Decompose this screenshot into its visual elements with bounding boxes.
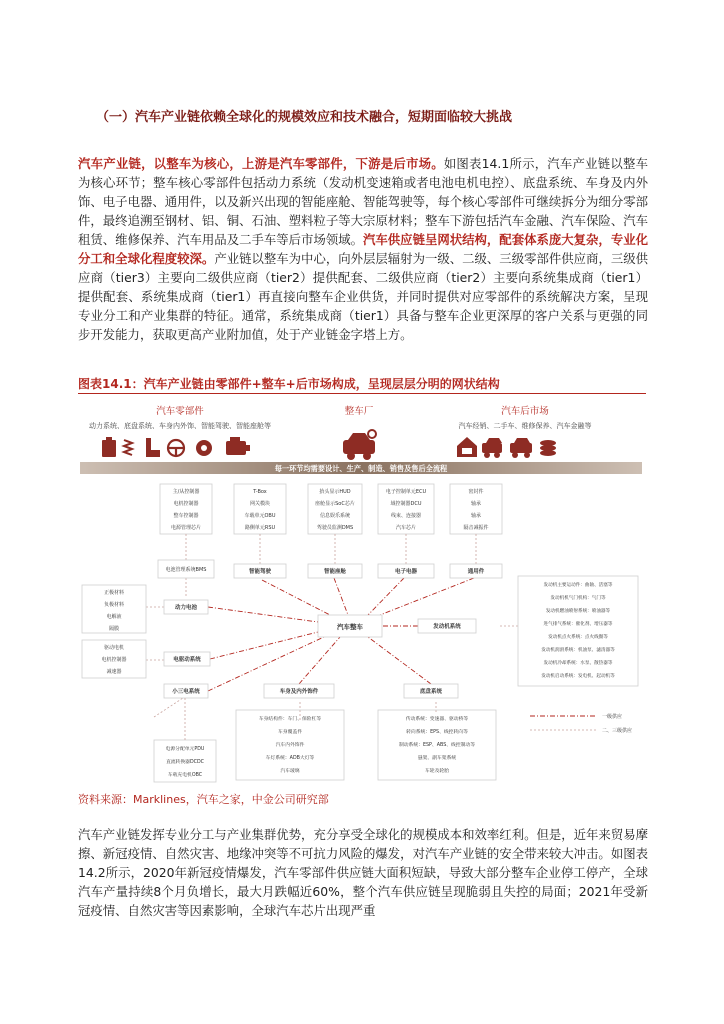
engine-part-item: 发动机主要运动件：曲轴、活塞等 <box>543 583 613 588</box>
three-e-part-item: 电源分配单元PDU <box>165 747 205 752</box>
material-item: 隔膜 <box>108 626 120 632</box>
bms-box <box>158 560 214 578</box>
engine-part-item: 发动机机气门机构：气门等 <box>550 596 606 601</box>
svg-text:智能座舱: 智能座舱 <box>323 569 347 575</box>
parts-desc: 动力系统、底盘系统、车身内外饰、智能驾驶、智能座舱等 <box>89 422 271 430</box>
column-3 <box>308 484 362 534</box>
svg-text:电驱动系统: 电驱动系统 <box>173 657 201 663</box>
column-4 <box>378 484 434 534</box>
col3-item: 信息娱乐系统 <box>319 513 351 519</box>
row1-box-electronics <box>378 564 434 578</box>
col3-item: 座舱显示SoC芯片 <box>315 501 355 507</box>
body-box <box>264 684 334 698</box>
svg-text:汽车整车: 汽车整车 <box>337 623 363 631</box>
motor-item: 减速器 <box>106 669 122 675</box>
oem-title: 整车厂 <box>344 406 374 417</box>
engine-part-item: 发动机启动系统：发电机、起动机等 <box>541 674 615 679</box>
col2-item: 车载单元OBU <box>244 513 276 519</box>
battery-icon <box>102 437 116 457</box>
col2-item: T-Box <box>253 489 267 495</box>
svg-text:底盘系统: 底盘系统 <box>419 689 443 695</box>
svg-text:电池管理系统BMS: 电池管理系统BMS <box>165 567 207 573</box>
chassis-part-item: 传动系统：变速器、驱动桥等 <box>405 717 469 722</box>
col2-item: 路侧单元RSU <box>244 525 276 531</box>
chassis-part-item: 制动系统：ESP、ABS、线控制动等 <box>398 743 476 748</box>
row1-box-general-parts <box>450 564 502 578</box>
col3-item: 驾驶员监测DMS <box>316 525 354 531</box>
body-part-item: 车身覆盖件 <box>278 730 302 735</box>
engine-part-item: 发动机润滑系统：机油泵、滤清器等 <box>541 648 615 653</box>
three-e-parts <box>154 740 216 782</box>
column-2 <box>234 484 286 534</box>
chassis-part-item: 车轮及轮胎 <box>425 769 449 774</box>
column-5 <box>450 484 502 534</box>
material-item: 负极材料 <box>103 602 125 608</box>
engine-part-item: 发动机燃油喷射系统：喷油器等 <box>545 609 611 614</box>
three-e-part-item: 车载充电机OBC <box>167 773 203 778</box>
car-factory-icon <box>343 430 376 460</box>
seat-icon <box>146 438 160 457</box>
edrive-box <box>164 652 210 666</box>
paragraph-2: 汽车产业链发挥专业分工与产业集群优势，充分享受全球化的规模成本和效率红利。但是，近年来贸易摩擦、新冠疫情、自然灾害、地缘冲突等不可抗力风险的爆发，对汽车产业链的安全带来较大冲击。如图表14.2所示，2020年新冠疫情爆发，汽车零部件供应链大面积短缺，导致大部分整车企业停工停产，全球汽车产量持续8个月负增长，最大月跌幅近60%，整个汽车供应链呈现脆弱且失控的局面；2021年受新冠疫情、自然灾害等因素影响，全球汽车芯片出现严重 <box>78 827 648 918</box>
col1-item: 电机控制器 <box>173 501 199 507</box>
battery-materials <box>82 585 146 633</box>
col1-item: 整车控制器 <box>173 513 199 519</box>
chassis-part-item: 转向系统：EPS、线控转向等 <box>406 730 468 735</box>
para1-text1: 如图表14.1所示，汽车产业链以整车为核心环节；整车核心零部件包括动力系统（发动机变速箱或者电池电机电控）、底盘系统、车身及内外饰、电子电器、通用件，以及新兴出现的智能座舱、智能驾驶等，每个核心零部件可继续拆分为细分零部件，最终追溯至钢材、铝、铜、石油、塑料粒子等大宗原材料；整车下游包括汽车金融、汽车保险、汽车租赁、维修保养、汽车用品及二手车等后市场领域。 <box>78 156 648 247</box>
suspension-icon <box>124 440 132 455</box>
col1-item: 电源管理芯片 <box>170 525 202 531</box>
col5-item: 轴承 <box>470 513 482 519</box>
aftermarket-title: 汽车后市场 <box>501 406 549 417</box>
used-car-icon <box>482 438 502 458</box>
engine-part-item: 进气排气系统：催化剂、增压器等 <box>543 622 613 627</box>
gear-icon <box>196 440 212 456</box>
steering-wheel-icon <box>168 440 184 456</box>
engine-part-item: 发动机冷却系统：水泵、散热器等 <box>543 661 613 666</box>
svg-text:通用件: 通用件 <box>467 569 485 575</box>
center-vehicle-box <box>318 615 382 637</box>
col2-item: 网关模块 <box>249 501 271 507</box>
col4-item: 汽车芯片 <box>395 525 417 531</box>
col5-item: 轴承 <box>470 501 482 507</box>
body-part-item: 汽车玻璃 <box>280 769 300 774</box>
col4-item: 电子控制单元ECU <box>385 489 427 495</box>
motor-parts <box>82 640 146 678</box>
engine-system-box <box>418 619 476 633</box>
engine-part-item: 发动机点火系统：点火线圈等 <box>548 635 608 640</box>
motor-item: 电机控制器 <box>101 657 127 663</box>
power-battery-box <box>164 600 208 614</box>
para1-lead: 汽车产业链，以整车为核心，上游是汽车零部件，下游是后市场。 <box>78 156 444 171</box>
motor-item: 驱动电机 <box>103 645 125 651</box>
figure-title: 图表14.1：汽车产业链由零部件+整车+后市场构成，呈现层层分明的网状结构 <box>78 377 500 391</box>
chassis-box <box>404 684 458 698</box>
svg-text:发动机系统: 发动机系统 <box>433 624 461 630</box>
svg-text:车身及内外饰件: 车身及内外饰件 <box>279 689 319 695</box>
process-banner: 每一环节均需要设计、生产、制造、销售及售后全流程 <box>274 464 448 473</box>
aftermarket-desc: 汽车经销、二手车、维修保养、汽车金融等 <box>458 422 592 430</box>
col5-item: 隔音减振件 <box>463 525 489 531</box>
body-parts <box>236 710 344 780</box>
col5-item: 密封件 <box>468 489 484 495</box>
row1-box-smart-cockpit <box>308 564 362 578</box>
material-item: 正极材料 <box>103 590 125 596</box>
svg-text:小三电系统: 小三电系统 <box>172 689 200 695</box>
three-e-box <box>164 684 208 698</box>
column-1 <box>160 484 212 534</box>
finance-icon <box>540 440 556 456</box>
parts-title: 汽车零部件 <box>156 406 204 417</box>
legend <box>530 713 632 734</box>
legend-tier23: 二、三级供应 <box>602 728 633 734</box>
col4-item: 线束、连接器 <box>390 513 422 519</box>
chassis-part-item: 悬架、副车架系统 <box>417 756 457 761</box>
engine-parts <box>518 576 638 686</box>
legend-tier1: 一级供应 <box>602 714 623 720</box>
svg-text:动力电池: 动力电池 <box>174 605 198 611</box>
col3-item: 抬头显示HUD <box>319 489 351 495</box>
body-part-item: 车灯系统：ADB大灯等 <box>265 756 315 761</box>
col4-item: 域控制器DCU <box>390 501 422 507</box>
body-part-item: 车身结构件：车门、保险杠等 <box>258 717 322 722</box>
body-part-item: 汽车内外饰件 <box>275 743 305 748</box>
dealer-icon <box>457 437 477 457</box>
row1-box-smart-driving <box>234 564 286 578</box>
figure-source: 资料来源：Marklines，汽车之家，中金公司研究部 <box>78 793 329 806</box>
para1-text2: 产业链以整车为中心，向外层层辐射为一级、二级、三级零部件供应商，三级供应商（tier3）主要向二级供应商（tier2）提供配套、二级供应商（tier2）主要向系统集成商（tier1）提供配套、系统集成商（tier1）再直接向整车企业供货，并同时提供对应零部件的系统解决方案，呈现专业分工和产业集群的特征。通常，系统集成商（tier1）具备与整车企业更深厚的客户关系与更强的同步开发能力，获取更高产业附加值，处于产业链金字塔上方。 <box>78 251 649 342</box>
para1-bold2: 汽车供应链呈网状结构，配套体系庞大复杂，专业化分工和全球化程度较深。 <box>78 232 648 266</box>
chassis-parts <box>378 710 496 780</box>
section-title: （一）汽车产业链依赖全球化的规模效应和技术融合，短期面临较大挑战 <box>96 110 513 125</box>
svg-text:电子电器: 电子电器 <box>394 569 418 575</box>
svg-text:智能驾驶: 智能驾驶 <box>248 569 272 575</box>
col1-item: 主/从控制器 <box>172 489 200 495</box>
three-e-part-item: 直流转换器DCDC <box>165 760 205 765</box>
engine-icon <box>226 437 250 455</box>
repair-icon <box>510 438 532 458</box>
material-item: 电解液 <box>106 614 122 620</box>
